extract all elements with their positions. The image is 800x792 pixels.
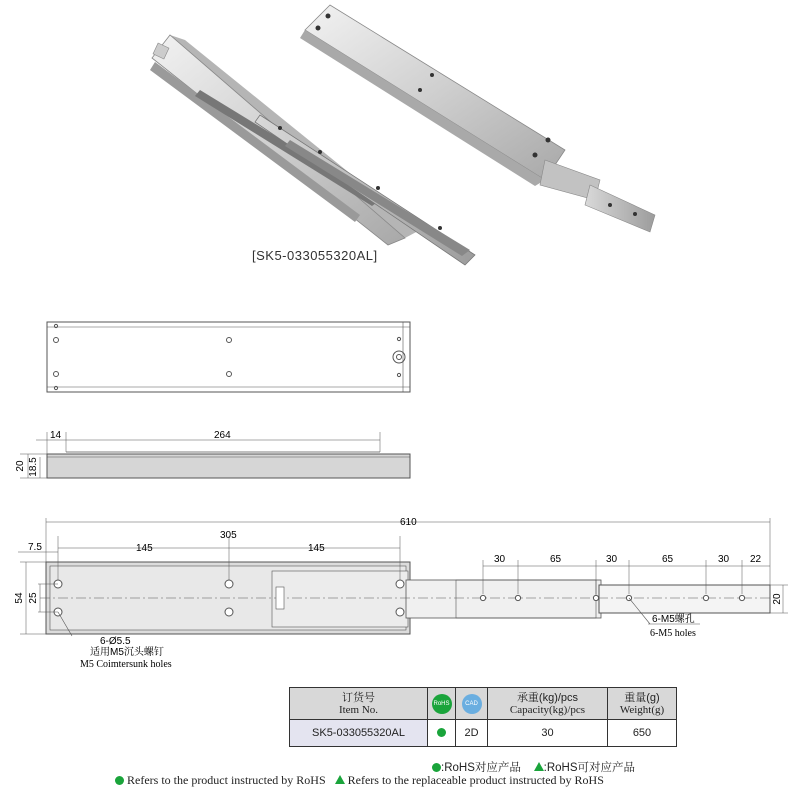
- cad-icon: [462, 694, 482, 714]
- table-row: [290, 720, 677, 747]
- cell-capacity: 30: [488, 720, 608, 747]
- cell-weight: 650: [608, 720, 677, 747]
- product-photo: [0, 0, 800, 270]
- note-countersunk-cn: 适用M5沉头螺钉: [90, 647, 164, 658]
- dim-ext-pitch-5: 30: [718, 554, 730, 565]
- dim-overall-length: 610: [400, 517, 417, 528]
- legend-en: [115, 773, 604, 788]
- note-countersunk-size: 6-Ø5.5: [100, 636, 131, 647]
- rohs-dot-icon: [115, 776, 124, 785]
- header-item-no: [290, 688, 428, 720]
- note-tapped-cn: 6-M5螺孔: [652, 614, 695, 625]
- header-rohs: [428, 688, 456, 720]
- header-weight-cn: 重量(g): [624, 691, 660, 704]
- rohs-icon-label: RoHS: [433, 700, 450, 707]
- dim-ext-pitch-2: 65: [550, 554, 562, 565]
- replace-triangle-icon: [534, 762, 544, 771]
- note-countersunk-en: M5 Coimtersunk holes: [80, 659, 172, 670]
- header-item-en: Item No.: [338, 703, 379, 716]
- dim-ext-pitch-4: 65: [662, 554, 674, 565]
- header-capacity-cn: 承重(kg)/pcs: [516, 691, 579, 704]
- rohs-dot-icon: [437, 728, 446, 737]
- dim-hole-span: 305: [220, 530, 237, 541]
- legend-replace-en: Refers to the replaceable product instructed by RoHS: [347, 773, 604, 787]
- header-capacity-en: Capacity(kg)/pcs: [509, 703, 586, 716]
- dim-side-length: 264: [214, 430, 231, 441]
- header-item-cn: 订货号: [342, 691, 375, 704]
- legend-replace-cn: :RoHS可对应产品: [543, 762, 636, 774]
- dim-end-offset: 7.5: [28, 542, 42, 553]
- replace-triangle-icon: [335, 775, 345, 784]
- legend-rohs-en: Refers to the product instructed by RoHS: [127, 773, 326, 787]
- cad-icon-label: CAD: [465, 700, 478, 707]
- dim-ext-pitch-3: 30: [606, 554, 618, 565]
- top-view: [47, 322, 410, 392]
- header-cad: [456, 688, 488, 720]
- dim-ext-height: 20: [772, 593, 783, 605]
- note-tapped-en: 6-M5 holes: [650, 628, 696, 639]
- dim-hole-pitch-a: 145: [136, 543, 153, 554]
- cell-rohs: [428, 720, 456, 747]
- technical-drawing: [0, 300, 800, 680]
- dim-ext-pitch-1: 30: [494, 554, 506, 565]
- dim-side-height-total: 20: [15, 460, 26, 472]
- header-weight-en: Weight(g): [619, 703, 665, 716]
- cell-cad: 2D: [456, 720, 488, 747]
- dim-width: 54: [14, 592, 25, 604]
- header-weight: [608, 688, 677, 720]
- dim-hole-spacing-v: 25: [28, 592, 39, 604]
- model-label: [SK5-033055320AL]: [252, 248, 378, 263]
- legend-rohs-cn: :RoHS对应产品: [441, 762, 521, 774]
- dim-ext-pitch-6: 22: [750, 554, 762, 565]
- cell-item-no: SK5-033055320AL: [290, 720, 428, 747]
- dim-side-height-inner: 18.5: [28, 457, 39, 477]
- header-capacity: [488, 688, 608, 720]
- rohs-dot-icon: [432, 763, 441, 772]
- rohs-icon: [432, 694, 452, 714]
- dim-hole-pitch-b: 145: [308, 543, 325, 554]
- dim-side-offset: 14: [50, 430, 62, 441]
- spec-table: [289, 687, 677, 747]
